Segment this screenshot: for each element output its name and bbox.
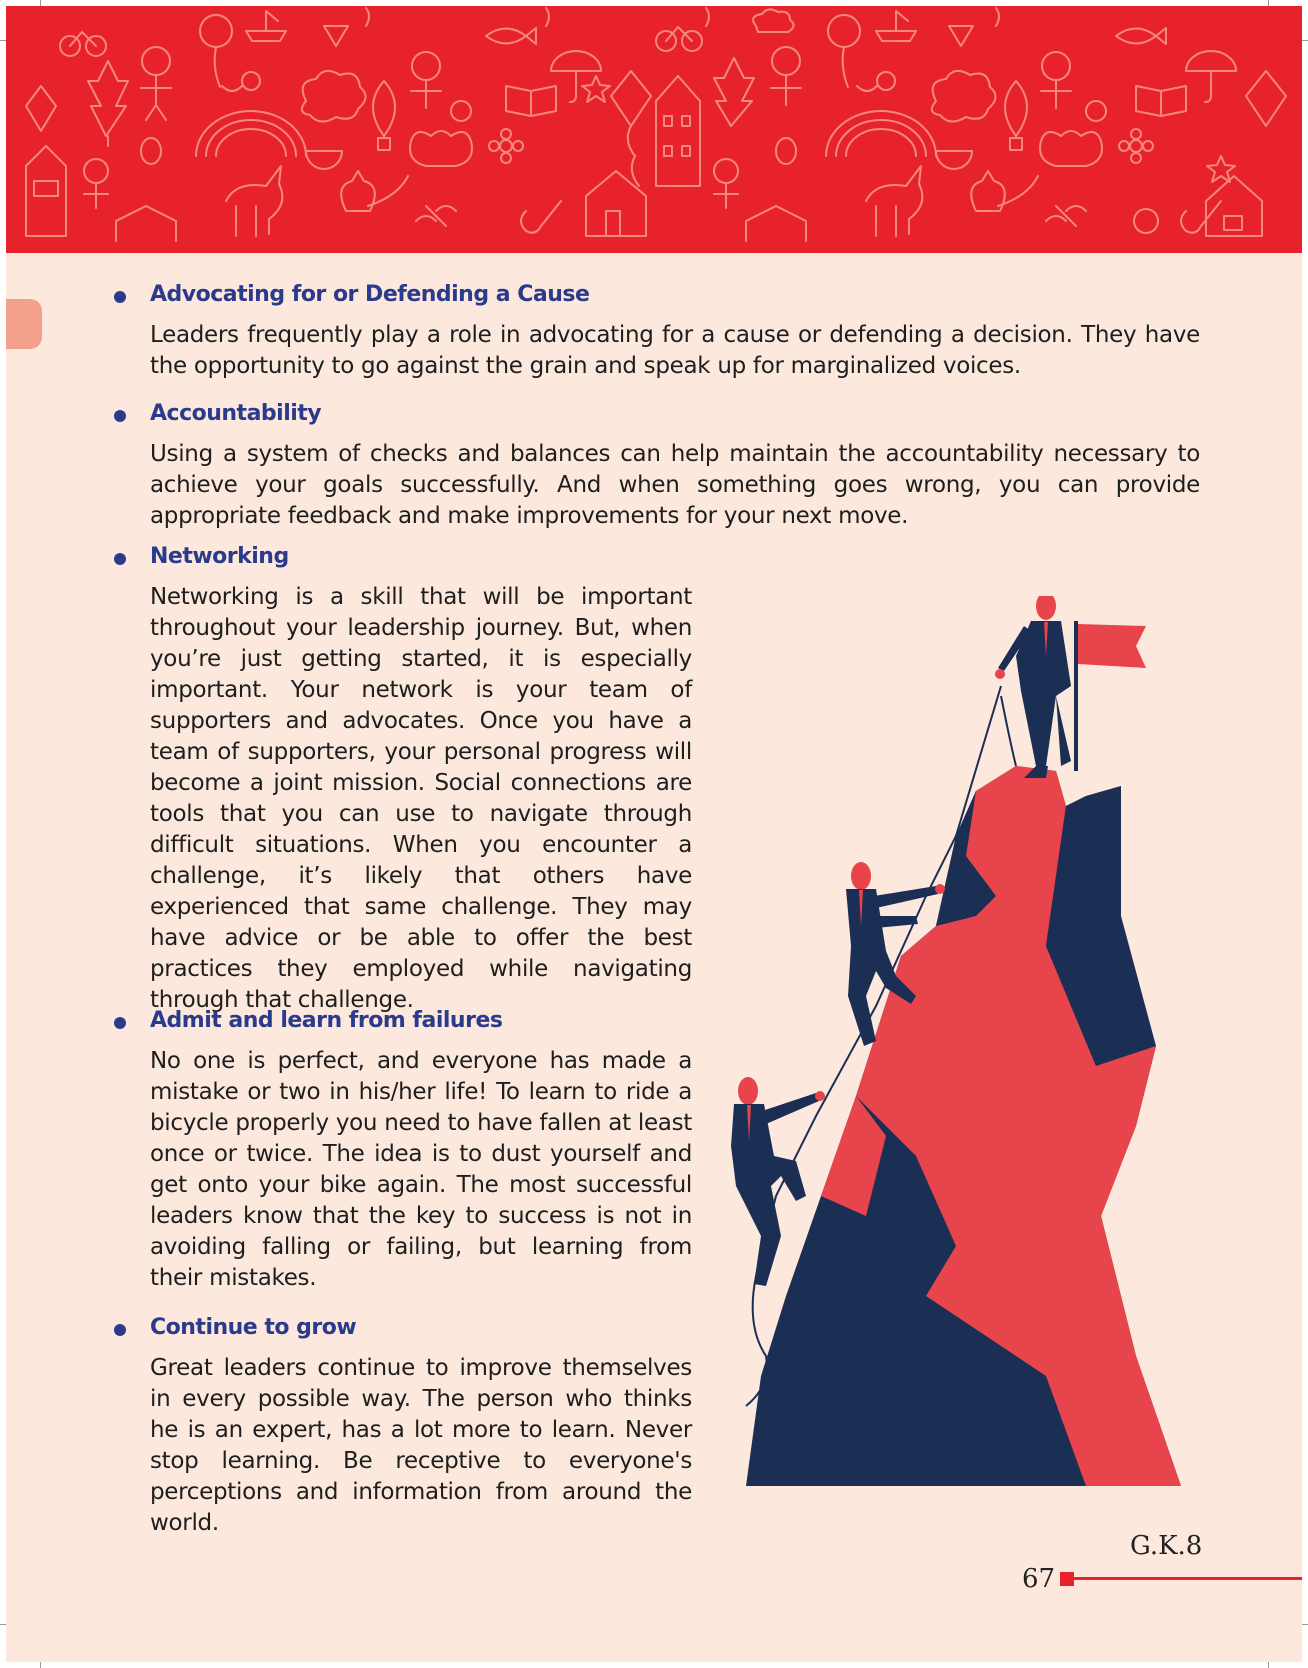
mountain-climbers-illustration (726, 596, 1206, 1496)
page-number-marker-icon (1060, 1572, 1074, 1586)
page-number: 67 (1022, 1564, 1056, 1594)
section-body: No one is perfect, and everyone has made a mistake or two in his/her life! To learn to ride a bicycle properly you need to have fallen at least once or twice. The idea is to dust yourself and get onto your bike again. The most successful leaders know that the key to success is not in avoiding falling or failing, but learning from their mistakes. (150, 1048, 692, 1291)
section-body: Using a system of checks and balances can help maintain the accountability necessary to achieve your goals successfully. And when something goes wrong, you can provide appropriate feedback and make improvements for your next move. (150, 441, 1200, 529)
section-heading: Advocating for or Defending a Cause (150, 282, 590, 307)
side-tab (6, 299, 42, 349)
doodle-banner (6, 6, 1302, 253)
page (6, 6, 1302, 1662)
bullet-icon (114, 291, 126, 303)
book-series-label: G.K.8 (1130, 1531, 1203, 1561)
bullet-icon (114, 553, 126, 565)
section-body: Leaders frequently play a role in advocating for a cause or defending a decision. They have the opportunity to go against the grain and speak up for marginalized voices. (150, 322, 1200, 379)
section-body: Great leaders continue to improve themselves in every possible way. The person who thinks he is an expert, has a lot more to learn. Never stop learning. Be receptive to everyone's perceptions and information from around the world. (150, 1355, 692, 1536)
section-heading: Admit and learn from failures (150, 1008, 503, 1033)
section-heading: Networking (150, 544, 289, 569)
bullet-icon (114, 410, 126, 422)
flag-icon (1078, 624, 1146, 668)
doodle-pattern-icon (6, 6, 1302, 253)
section-body: Networking is a skill that will be important throughout your leadership journey. But, when you’re just getting started, it is especially important. Your network is your team of supporters and advocates. Once you have a team of supporters, your personal progress will become a joint mission. Social connections are tools that you can use to navigate through difficult situations. When you encounter a challenge, it’s likely that others have experienced that same challenge. They may have advice or be able to offer the best practices they employed while navigating through that challenge. (150, 584, 692, 1013)
bullet-icon (114, 1017, 126, 1029)
footer-rule (1074, 1577, 1302, 1580)
climber-top-icon (995, 596, 1071, 778)
section-heading: Continue to grow (150, 1315, 357, 1340)
section-heading: Accountability (150, 401, 322, 426)
bullet-icon (114, 1324, 126, 1336)
